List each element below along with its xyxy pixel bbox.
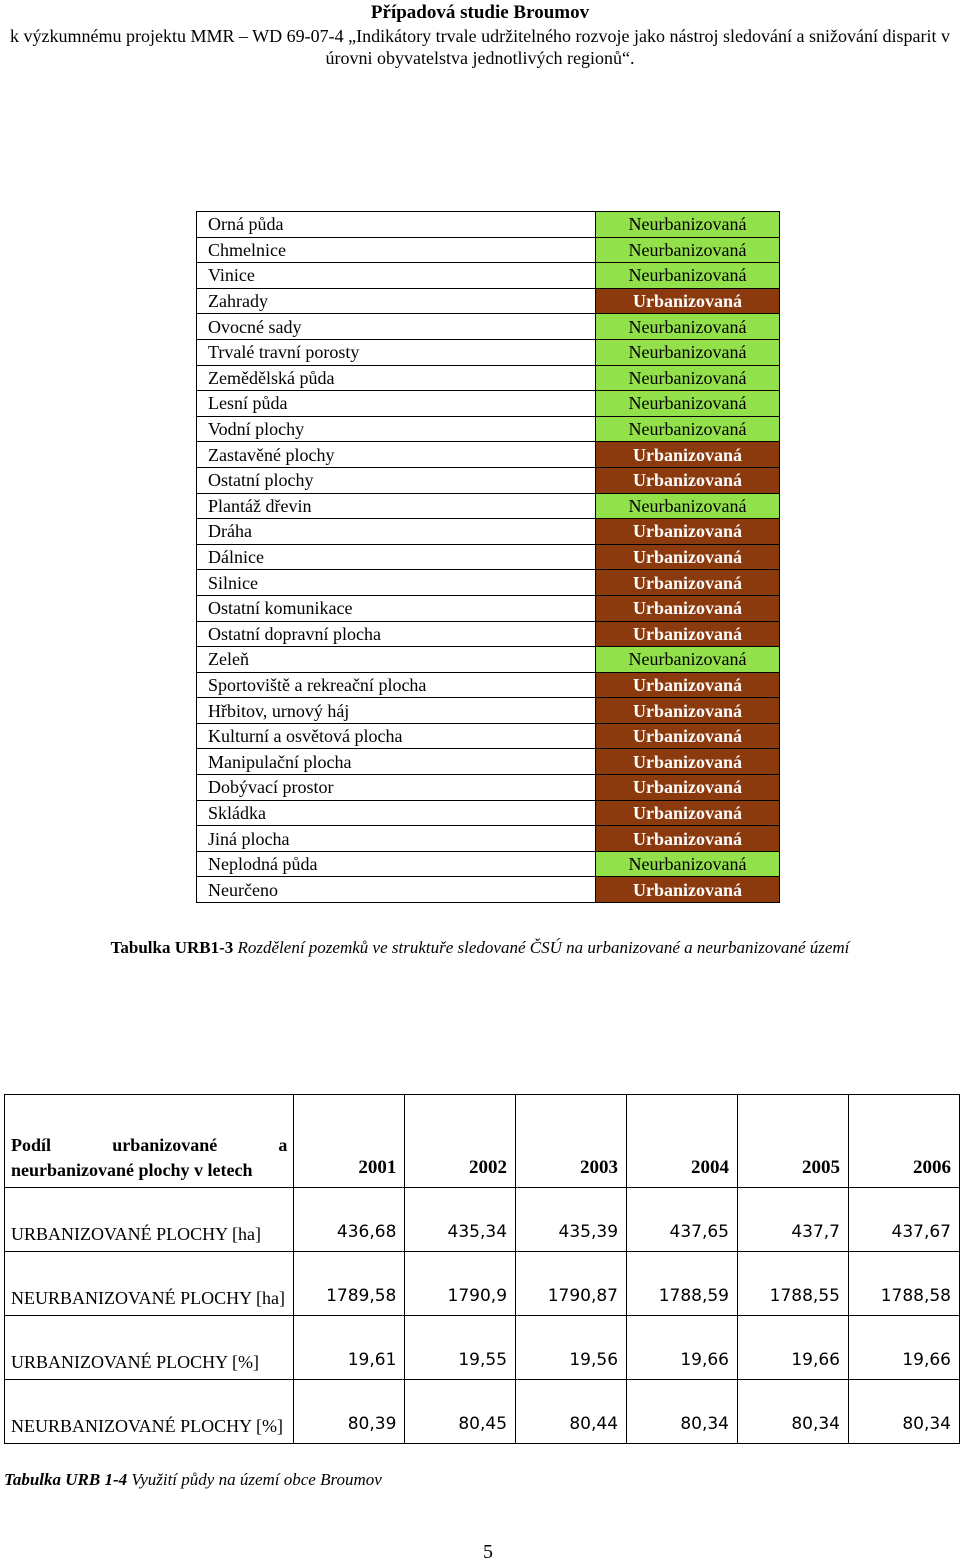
page-number: 5: [483, 1541, 493, 1563]
land-status-cell: Urbanizovaná: [596, 519, 780, 545]
year-header: 2003: [516, 1095, 627, 1188]
table-row: [197, 263, 780, 289]
land-status-cell: Urbanizovaná: [596, 749, 780, 775]
land-status-cell: Neurbanizovaná: [596, 237, 780, 263]
year-header: 2002: [405, 1095, 516, 1188]
land-type-label: Lesní půda: [197, 391, 596, 417]
land-status-cell: Urbanizovaná: [596, 698, 780, 724]
land-share-value: 435,34: [405, 1188, 516, 1252]
land-share-table: [4, 1094, 960, 1444]
land-type-label: Vinice: [197, 263, 596, 289]
table1-caption-number: Tabulka URB1-3: [110, 938, 234, 957]
table-row: [197, 775, 780, 801]
land-share-value: 80,34: [738, 1380, 849, 1444]
land-status-cell: Neurbanizovaná: [596, 365, 780, 391]
land-status-cell: Urbanizovaná: [596, 775, 780, 801]
table-row: [5, 1380, 960, 1444]
table-row: [197, 391, 780, 417]
table2-caption-number: Tabulka URB 1-4: [4, 1470, 128, 1489]
table1-caption-text: Rozdělení pozemků ve struktuře sledované ČSÚ na urbanizované a neurbanizované území: [237, 938, 850, 957]
land-type-label: Dálnice: [197, 544, 596, 570]
land-type-label: Zahrady: [197, 288, 596, 314]
land-type-label: Zemědělská půda: [197, 365, 596, 391]
land-type-label: Jiná plocha: [197, 826, 596, 852]
table-row: [197, 544, 780, 570]
land-type-label: Skládka: [197, 800, 596, 826]
land-share-value: 80,34: [627, 1380, 738, 1444]
land-share-value: 19,61: [294, 1316, 405, 1380]
land-share-value: 19,66: [627, 1316, 738, 1380]
land-status-cell: Urbanizovaná: [596, 544, 780, 570]
table-row: [5, 1252, 960, 1316]
table-row: [197, 723, 780, 749]
table-row: [197, 800, 780, 826]
land-share-row-label: NEURBANIZOVANÉ PLOCHY [%]: [5, 1380, 294, 1444]
table-row: [197, 570, 780, 596]
land-type-label: Zastavěné plochy: [197, 442, 596, 468]
land-status-cell: Urbanizovaná: [596, 826, 780, 852]
land-status-cell: Neurbanizovaná: [596, 391, 780, 417]
table-row: [197, 621, 780, 647]
land-share-value: 436,68: [294, 1188, 405, 1252]
table2-caption: [4, 1470, 382, 1490]
table-row: [197, 442, 780, 468]
land-status-cell: Urbanizovaná: [596, 467, 780, 493]
land-share-value: 19,66: [738, 1316, 849, 1380]
land-status-cell: Neurbanizovaná: [596, 493, 780, 519]
land-share-value: 1788,55: [738, 1252, 849, 1316]
land-share-value: 19,56: [516, 1316, 627, 1380]
land-type-label: Silnice: [197, 570, 596, 596]
land-share-row-label: NEURBANIZOVANÉ PLOCHY [ha]: [5, 1252, 294, 1316]
land-type-label: Kulturní a osvětová plocha: [197, 723, 596, 749]
land-share-value: 1788,58: [848, 1252, 959, 1316]
land-type-label: Sportoviště a rekreační plocha: [197, 672, 596, 698]
land-type-label: Neplodná půda: [197, 851, 596, 877]
land-type-label: Dobývací prostor: [197, 775, 596, 801]
land-status-cell: Neurbanizovaná: [596, 647, 780, 673]
table-row: [197, 288, 780, 314]
table-row: [197, 467, 780, 493]
land-share-row-label: URBANIZOVANÉ PLOCHY [%]: [5, 1316, 294, 1380]
land-type-label: Plantáž dřevin: [197, 493, 596, 519]
land-status-cell: Neurbanizovaná: [596, 263, 780, 289]
table-row: [197, 339, 780, 365]
land-type-label: Neurčeno: [197, 877, 596, 903]
land-type-label: Ovocné sady: [197, 314, 596, 340]
land-share-value: 80,45: [405, 1380, 516, 1444]
table-row: [197, 672, 780, 698]
table-row: [197, 851, 780, 877]
table-row: [197, 493, 780, 519]
year-header: 2005: [738, 1095, 849, 1188]
table-row: [197, 647, 780, 673]
document-subtitle: k výzkumnému projektu MMR – WD 69-07-4 „Indikátory trvale udržitelného rozvoje jako nástroj sledování a snižování disparit v úrovni obyvatelstva jednotlivých regionů“.: [10, 26, 950, 68]
land-share-value: 437,67: [848, 1188, 959, 1252]
land-status-cell: Urbanizovaná: [596, 288, 780, 314]
table-row: [5, 1316, 960, 1380]
land-status-cell: Urbanizovaná: [596, 570, 780, 596]
land-classification-table: [196, 211, 780, 903]
land-share-value: 80,44: [516, 1380, 627, 1444]
table-row: [197, 519, 780, 545]
document-title: Případová studie Broumov: [370, 2, 590, 23]
table-row: [197, 595, 780, 621]
land-type-label: Orná půda: [197, 212, 596, 238]
table2-caption-text: Využití půdy na území obce Broumov: [131, 1470, 382, 1489]
land-status-cell: Urbanizovaná: [596, 595, 780, 621]
land-type-label: Ostatní komunikace: [197, 595, 596, 621]
table-row: [197, 212, 780, 238]
land-status-cell: Neurbanizovaná: [596, 339, 780, 365]
year-header: 2006: [848, 1095, 959, 1188]
land-status-cell: Neurbanizovaná: [596, 314, 780, 340]
table-row: [197, 826, 780, 852]
land-status-cell: Neurbanizovaná: [596, 416, 780, 442]
land-status-cell: Neurbanizovaná: [596, 851, 780, 877]
land-status-cell: Urbanizovaná: [596, 442, 780, 468]
land-type-label: Ostatní dopravní plocha: [197, 621, 596, 647]
table-row: [197, 698, 780, 724]
land-share-value: 1789,58: [294, 1252, 405, 1316]
table-row: [197, 877, 780, 903]
table-row: [197, 749, 780, 775]
land-share-value: 437,7: [738, 1188, 849, 1252]
table1-caption: [0, 938, 960, 958]
table-row: [5, 1188, 960, 1252]
land-type-label: Trvalé travní porosty: [197, 339, 596, 365]
land-share-value: 1788,59: [627, 1252, 738, 1316]
table-row: [197, 365, 780, 391]
land-share-value: 19,55: [405, 1316, 516, 1380]
land-share-value: 80,39: [294, 1380, 405, 1444]
table-row: [197, 416, 780, 442]
year-header: 2004: [627, 1095, 738, 1188]
land-share-value: 1790,87: [516, 1252, 627, 1316]
land-share-header-label: Podíl urbanizované a neurbanizované plochy v letech: [5, 1095, 294, 1188]
land-share-header-row: [5, 1095, 960, 1188]
year-header: 2001: [294, 1095, 405, 1188]
land-type-label: Chmelnice: [197, 237, 596, 263]
page-header: [0, 0, 960, 69]
land-share-value: 435,39: [516, 1188, 627, 1252]
land-type-label: Ostatní plochy: [197, 467, 596, 493]
land-status-cell: Urbanizovaná: [596, 621, 780, 647]
land-type-label: Vodní plochy: [197, 416, 596, 442]
land-type-label: Manipulační plocha: [197, 749, 596, 775]
land-share-value: 1790,9: [405, 1252, 516, 1316]
land-status-cell: Urbanizovaná: [596, 672, 780, 698]
table-row: [197, 314, 780, 340]
land-status-cell: Urbanizovaná: [596, 877, 780, 903]
land-status-cell: Urbanizovaná: [596, 800, 780, 826]
land-status-cell: Neurbanizovaná: [596, 212, 780, 238]
table-row: [197, 237, 780, 263]
land-status-cell: Urbanizovaná: [596, 723, 780, 749]
land-share-value: 19,66: [848, 1316, 959, 1380]
land-type-label: Zeleň: [197, 647, 596, 673]
land-share-row-label: URBANIZOVANÉ PLOCHY [ha]: [5, 1188, 294, 1252]
land-share-value: 437,65: [627, 1188, 738, 1252]
land-type-label: Hřbitov, urnový háj: [197, 698, 596, 724]
land-type-label: Dráha: [197, 519, 596, 545]
land-share-value: 80,34: [848, 1380, 959, 1444]
